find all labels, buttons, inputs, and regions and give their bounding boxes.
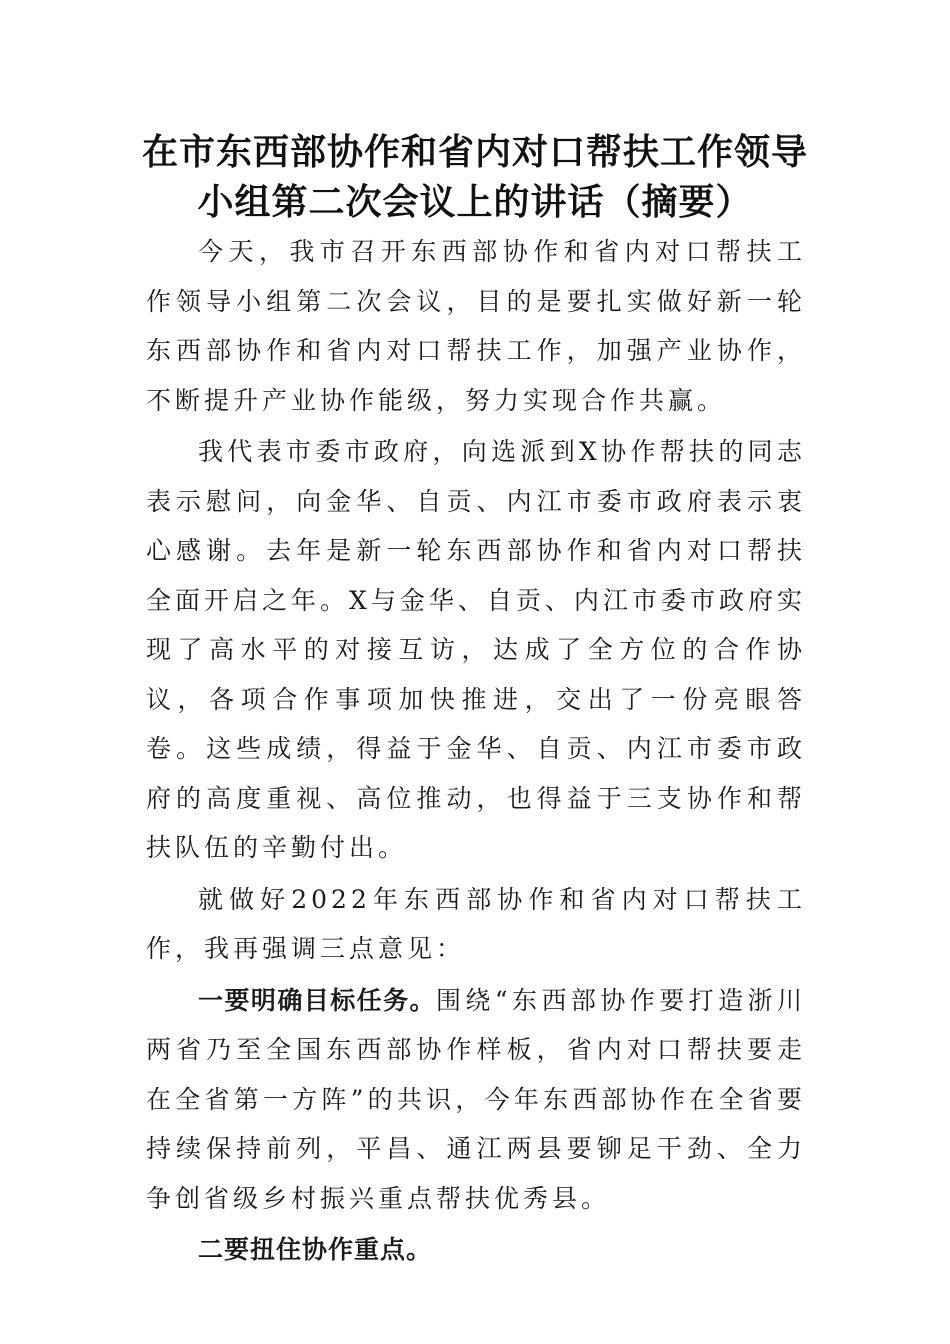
paragraph-4-lead: 一要明确目标任务。 [198, 985, 436, 1015]
document-title [100, 128, 850, 228]
paragraph-1-text: 今天，我市召开东西部协作和省内对口帮扶工作领导小组第二次会议，目的是要扎实做好新一轮东西部协作和省内对口帮扶工作，加强产业协作，不断提升产业协作能级，努力实现合作共赢。 [146, 237, 806, 415]
paragraph-5 [146, 1225, 806, 1275]
paragraph-4-text: 围绕“东西部协作要打造浙川两省乃至全国东西部协作样板，省内对口帮扶要走在全省第一方阵”的共识，今年东西部协作在全省要持续保持前列，平昌、通江两县要铆足干劲、全力争创省级乡村振兴重点帮扶优秀县。 [146, 985, 806, 1213]
paragraph-1 [146, 227, 806, 425]
paragraph-5-lead: 二要扭住协作重点。 [198, 1235, 433, 1264]
document-body [146, 227, 806, 1275]
paragraph-2-text: 我代表市委市政府，向选派到X协作帮扶的同志表示慰问，向金华、自贡、内江市委市政府表示衷心感谢。去年是新一轮东西部协作和省内对口帮扶全面开启之年。X与金华、自贡、内江市委市政府实现了高水平的对接互访，达成了全方位的合作协议，各项合作事项加快推进，交出了一份亮眼答卷。这些成绩，得益于金华、自贡、内江市委市政府的高度重视、高位推动，也得益于三支协作和帮扶队伍的辛勤付出。 [146, 437, 806, 862]
title-line-1: 在市东西部协作和省内对口帮扶工作领导 [141, 132, 808, 173]
paragraph-3 [146, 875, 806, 974]
title-line-2: 小组第二次会议上的讲话（摘要） [197, 182, 753, 223]
paragraph-3-text: 就做好2022年东西部协作和省内对口帮扶工作，我再强调三点意见： [146, 884, 806, 963]
paragraph-2 [146, 427, 806, 873]
paragraph-4 [146, 976, 806, 1224]
